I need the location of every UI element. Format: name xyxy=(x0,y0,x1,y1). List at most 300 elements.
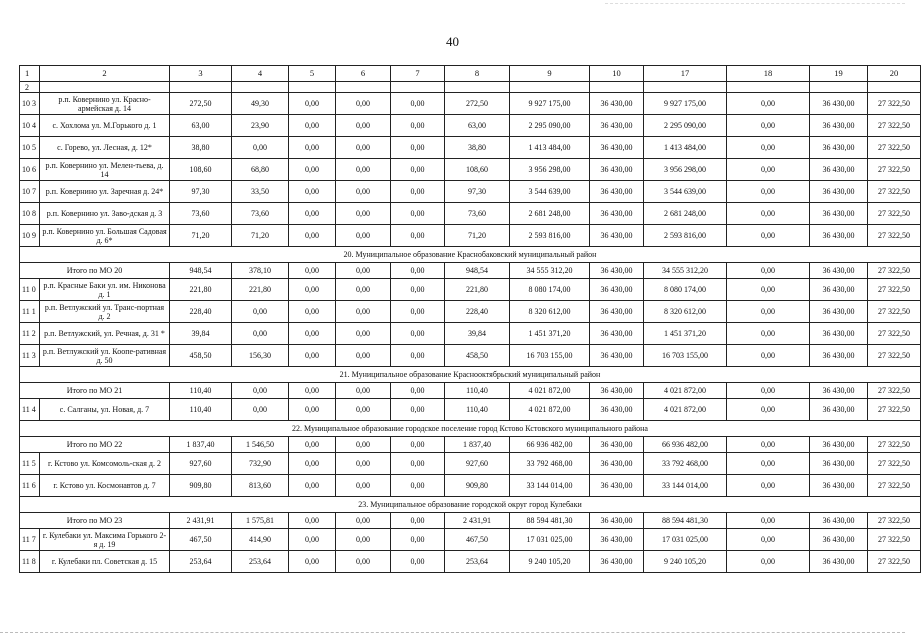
total-value: 0,00 xyxy=(727,263,810,279)
total-label: Итого по МО 21 xyxy=(20,383,170,399)
value-cell: 0,00 xyxy=(391,203,445,225)
value-cell: 27 322,50 xyxy=(868,475,921,497)
value-cell: 0,00 xyxy=(289,529,336,551)
empty-cell xyxy=(644,82,727,93)
value-cell: 0,00 xyxy=(336,345,391,367)
section-title: 22. Муниципальное образование городское поселение город Кстово Кстовского муниципального района xyxy=(20,421,921,437)
value-cell: 33 792 468,00 xyxy=(510,453,590,475)
total-value: 4 021 872,00 xyxy=(644,383,727,399)
value-cell: 39,84 xyxy=(170,323,232,345)
total-value: 0,00 xyxy=(289,383,336,399)
value-cell: 253,64 xyxy=(232,551,289,573)
total-value: 88 594 481,30 xyxy=(510,513,590,529)
row-number: 10 8 xyxy=(20,203,40,225)
value-cell: 0,00 xyxy=(727,453,810,475)
value-cell: 272,50 xyxy=(170,93,232,115)
value-cell: 0,00 xyxy=(336,301,391,323)
value-cell: 0,00 xyxy=(289,475,336,497)
value-cell: 0,00 xyxy=(336,159,391,181)
column-header: 1 xyxy=(20,66,40,82)
total-value: 36 430,00 xyxy=(810,513,868,529)
value-cell: 0,00 xyxy=(727,345,810,367)
address-cell: с. Хохлома ул. М.Горького д. 1 xyxy=(40,115,170,137)
value-cell: 38,80 xyxy=(445,137,510,159)
column-header: 8 xyxy=(445,66,510,82)
value-cell: 0,00 xyxy=(391,137,445,159)
value-cell: 1 413 484,00 xyxy=(510,137,590,159)
section-row xyxy=(20,497,921,513)
row-number: 11 3 xyxy=(20,345,40,367)
value-cell: 0,00 xyxy=(727,301,810,323)
value-cell: 0,00 xyxy=(727,529,810,551)
value-cell: 36 430,00 xyxy=(590,93,644,115)
total-value: 34 555 312,20 xyxy=(644,263,727,279)
value-cell: 0,00 xyxy=(336,137,391,159)
total-value: 0,00 xyxy=(336,383,391,399)
value-cell: 0,00 xyxy=(727,115,810,137)
value-cell: 0,00 xyxy=(289,93,336,115)
value-cell: 0,00 xyxy=(232,399,289,421)
column-header: 4 xyxy=(232,66,289,82)
value-cell: 0,00 xyxy=(391,529,445,551)
value-cell: 27 322,50 xyxy=(868,345,921,367)
total-value: 4 021 872,00 xyxy=(510,383,590,399)
value-cell: 0,00 xyxy=(289,279,336,301)
value-cell: 63,00 xyxy=(445,115,510,137)
value-cell: 0,00 xyxy=(336,181,391,203)
value-cell: 27 322,50 xyxy=(868,279,921,301)
register-table xyxy=(19,65,921,573)
total-value: 0,00 xyxy=(727,437,810,453)
column-header: 17 xyxy=(644,66,727,82)
value-cell: 36 430,00 xyxy=(810,159,868,181)
value-cell: 0,00 xyxy=(289,159,336,181)
value-cell: 156,30 xyxy=(232,345,289,367)
value-cell: 0,00 xyxy=(232,301,289,323)
table-row xyxy=(20,203,921,225)
value-cell: 27 322,50 xyxy=(868,301,921,323)
address-cell: р.п. Ковернино ул. Красно-армейская д. 14 xyxy=(40,93,170,115)
total-label: Итого по МО 22 xyxy=(20,437,170,453)
address-cell: г. Кулебаки ул. Максима Горького 2-я д. 19 xyxy=(40,529,170,551)
value-cell: 36 430,00 xyxy=(590,551,644,573)
value-cell: 39,84 xyxy=(445,323,510,345)
empty-cell xyxy=(232,82,289,93)
value-cell: 0,00 xyxy=(336,93,391,115)
value-cell: 0,00 xyxy=(232,137,289,159)
total-value: 0,00 xyxy=(391,513,445,529)
value-cell: 253,64 xyxy=(170,551,232,573)
section-row xyxy=(20,367,921,383)
total-value: 0,00 xyxy=(289,437,336,453)
value-cell: 3 956 298,00 xyxy=(644,159,727,181)
value-cell: 108,60 xyxy=(445,159,510,181)
column-header: 9 xyxy=(510,66,590,82)
value-cell: 9 927 175,00 xyxy=(644,93,727,115)
value-cell: 9 240 105,20 xyxy=(510,551,590,573)
address-cell: г. Кстово ул. Комсомоль-ская д. 2 xyxy=(40,453,170,475)
value-cell: 36 430,00 xyxy=(590,399,644,421)
section-title: 21. Муниципальное образование Краснооктябрьский муниципальный район xyxy=(20,367,921,383)
value-cell: 0,00 xyxy=(727,279,810,301)
value-cell: 36 430,00 xyxy=(810,323,868,345)
value-cell: 0,00 xyxy=(391,93,445,115)
value-cell: 0,00 xyxy=(289,181,336,203)
table-row xyxy=(20,551,921,573)
value-cell: 0,00 xyxy=(727,181,810,203)
value-cell: 4 021 872,00 xyxy=(644,399,727,421)
row-number: 11 5 xyxy=(20,453,40,475)
value-cell: 27 322,50 xyxy=(868,453,921,475)
value-cell: 0,00 xyxy=(336,399,391,421)
table-row xyxy=(20,399,921,421)
column-header: 19 xyxy=(810,66,868,82)
empty-cell xyxy=(40,82,170,93)
table-row xyxy=(20,345,921,367)
value-cell: 0,00 xyxy=(391,551,445,573)
value-cell: 1 413 484,00 xyxy=(644,137,727,159)
header-row xyxy=(20,66,921,82)
value-cell: 2 681 248,00 xyxy=(644,203,727,225)
empty-cell xyxy=(445,82,510,93)
total-value: 0,00 xyxy=(289,263,336,279)
row-number: 10 7 xyxy=(20,181,40,203)
value-cell: 2 593 816,00 xyxy=(644,225,727,247)
total-row xyxy=(20,437,921,453)
row-number: 11 6 xyxy=(20,475,40,497)
row-number: 11 2 xyxy=(20,323,40,345)
blank-row-label: 2 xyxy=(20,82,40,93)
value-cell: 36 430,00 xyxy=(810,399,868,421)
table-body xyxy=(20,66,921,573)
value-cell: 27 322,50 xyxy=(868,529,921,551)
value-cell: 27 322,50 xyxy=(868,399,921,421)
total-value: 948,54 xyxy=(445,263,510,279)
value-cell: 0,00 xyxy=(232,323,289,345)
row-number: 10 4 xyxy=(20,115,40,137)
scan-edge-line xyxy=(605,3,905,4)
column-header: 2 xyxy=(40,66,170,82)
value-cell: 0,00 xyxy=(289,225,336,247)
column-header: 6 xyxy=(336,66,391,82)
value-cell: 0,00 xyxy=(336,529,391,551)
section-row xyxy=(20,421,921,437)
address-cell: г. Кстово ул. Космонавтов д. 7 xyxy=(40,475,170,497)
value-cell: 36 430,00 xyxy=(810,279,868,301)
address-cell: р.п. Красные Баки ул. им. Никонова д. 1 xyxy=(40,279,170,301)
value-cell: 0,00 xyxy=(289,323,336,345)
value-cell: 108,60 xyxy=(170,159,232,181)
total-row xyxy=(20,513,921,529)
scan-bottom-line xyxy=(0,632,905,633)
total-value: 36 430,00 xyxy=(810,263,868,279)
value-cell: 272,50 xyxy=(445,93,510,115)
value-cell: 8 320 612,00 xyxy=(510,301,590,323)
value-cell: 3 544 639,00 xyxy=(644,181,727,203)
value-cell: 0,00 xyxy=(336,203,391,225)
value-cell: 2 295 090,00 xyxy=(510,115,590,137)
total-value: 2 431,91 xyxy=(445,513,510,529)
value-cell: 0,00 xyxy=(391,475,445,497)
value-cell: 0,00 xyxy=(391,181,445,203)
empty-cell xyxy=(170,82,232,93)
value-cell: 36 430,00 xyxy=(810,529,868,551)
value-cell: 33 144 014,00 xyxy=(644,475,727,497)
total-value: 1 575,81 xyxy=(232,513,289,529)
total-value: 1 837,40 xyxy=(170,437,232,453)
value-cell: 0,00 xyxy=(727,137,810,159)
value-cell: 71,20 xyxy=(232,225,289,247)
column-header: 7 xyxy=(391,66,445,82)
total-value: 378,10 xyxy=(232,263,289,279)
value-cell: 0,00 xyxy=(336,475,391,497)
address-cell: р.п. Ветлужский, ул. Речная, д. 31 * xyxy=(40,323,170,345)
value-cell: 3 956 298,00 xyxy=(510,159,590,181)
value-cell: 458,50 xyxy=(170,345,232,367)
total-value: 66 936 482,00 xyxy=(510,437,590,453)
value-cell: 36 430,00 xyxy=(590,181,644,203)
value-cell: 71,20 xyxy=(445,225,510,247)
total-value: 34 555 312,20 xyxy=(510,263,590,279)
address-cell: р.п. Ковернино ул. Большая Садовая д. 6* xyxy=(40,225,170,247)
table-row xyxy=(20,115,921,137)
value-cell: 17 031 025,00 xyxy=(510,529,590,551)
value-cell: 73,60 xyxy=(170,203,232,225)
value-cell: 36 430,00 xyxy=(590,453,644,475)
value-cell: 467,50 xyxy=(445,529,510,551)
value-cell: 68,80 xyxy=(232,159,289,181)
value-cell: 0,00 xyxy=(391,225,445,247)
value-cell: 909,80 xyxy=(170,475,232,497)
value-cell: 0,00 xyxy=(391,345,445,367)
value-cell: 4 021 872,00 xyxy=(510,399,590,421)
table-row xyxy=(20,137,921,159)
value-cell: 36 430,00 xyxy=(590,159,644,181)
total-value: 36 430,00 xyxy=(590,437,644,453)
row-number: 10 5 xyxy=(20,137,40,159)
row-number: 11 4 xyxy=(20,399,40,421)
total-value: 27 322,50 xyxy=(868,383,921,399)
row-number: 10 9 xyxy=(20,225,40,247)
value-cell: 36 430,00 xyxy=(810,115,868,137)
empty-cell xyxy=(810,82,868,93)
value-cell: 0,00 xyxy=(727,225,810,247)
total-value: 0,00 xyxy=(232,383,289,399)
value-cell: 17 031 025,00 xyxy=(644,529,727,551)
value-cell: 9 927 175,00 xyxy=(510,93,590,115)
value-cell: 8 080 174,00 xyxy=(644,279,727,301)
value-cell: 0,00 xyxy=(391,399,445,421)
empty-cell xyxy=(868,82,921,93)
address-cell: р.п. Ковернино ул. Мелен-тьева, д. 14 xyxy=(40,159,170,181)
total-value: 27 322,50 xyxy=(868,513,921,529)
value-cell: 27 322,50 xyxy=(868,115,921,137)
value-cell: 0,00 xyxy=(727,475,810,497)
value-cell: 36 430,00 xyxy=(590,137,644,159)
value-cell: 0,00 xyxy=(336,323,391,345)
value-cell: 9 240 105,20 xyxy=(644,551,727,573)
value-cell: 16 703 155,00 xyxy=(510,345,590,367)
value-cell: 27 322,50 xyxy=(868,181,921,203)
table-row xyxy=(20,453,921,475)
address-cell: с. Горево, ул. Лесная, д. 12* xyxy=(40,137,170,159)
value-cell: 813,60 xyxy=(232,475,289,497)
value-cell: 97,30 xyxy=(170,181,232,203)
address-cell: г. Кулебаки пл. Советская д. 15 xyxy=(40,551,170,573)
total-value: 948,54 xyxy=(170,263,232,279)
value-cell: 927,60 xyxy=(170,453,232,475)
table-row xyxy=(20,181,921,203)
total-value: 0,00 xyxy=(289,513,336,529)
value-cell: 73,60 xyxy=(445,203,510,225)
empty-cell xyxy=(289,82,336,93)
total-label: Итого по МО 23 xyxy=(20,513,170,529)
total-value: 0,00 xyxy=(727,383,810,399)
value-cell: 36 430,00 xyxy=(590,323,644,345)
value-cell: 0,00 xyxy=(289,399,336,421)
value-cell: 110,40 xyxy=(445,399,510,421)
value-cell: 0,00 xyxy=(727,323,810,345)
value-cell: 36 430,00 xyxy=(810,453,868,475)
value-cell: 36 430,00 xyxy=(590,203,644,225)
blank-row xyxy=(20,82,921,93)
table-row xyxy=(20,301,921,323)
value-cell: 71,20 xyxy=(170,225,232,247)
value-cell: 33 144 014,00 xyxy=(510,475,590,497)
column-header: 10 xyxy=(590,66,644,82)
value-cell: 73,60 xyxy=(232,203,289,225)
total-value: 0,00 xyxy=(336,437,391,453)
total-value: 1 837,40 xyxy=(445,437,510,453)
value-cell: 0,00 xyxy=(391,323,445,345)
value-cell: 36 430,00 xyxy=(810,551,868,573)
total-value: 1 546,50 xyxy=(232,437,289,453)
address-cell: р.п. Ветлужский ул. Коопе-ративная д. 50 xyxy=(40,345,170,367)
address-cell: с. Салганы, ул. Новая, д. 7 xyxy=(40,399,170,421)
value-cell: 0,00 xyxy=(336,551,391,573)
value-cell: 36 430,00 xyxy=(810,475,868,497)
value-cell: 63,00 xyxy=(170,115,232,137)
total-value: 0,00 xyxy=(391,263,445,279)
value-cell: 2 681 248,00 xyxy=(510,203,590,225)
total-value: 2 431,91 xyxy=(170,513,232,529)
value-cell: 2 593 816,00 xyxy=(510,225,590,247)
section-title: 23. Муниципальное образование городской округ город Кулебаки xyxy=(20,497,921,513)
value-cell: 458,50 xyxy=(445,345,510,367)
value-cell: 221,80 xyxy=(170,279,232,301)
value-cell: 467,50 xyxy=(170,529,232,551)
value-cell: 0,00 xyxy=(289,115,336,137)
value-cell: 36 430,00 xyxy=(590,529,644,551)
value-cell: 33 792 468,00 xyxy=(644,453,727,475)
value-cell: 0,00 xyxy=(391,279,445,301)
table-row xyxy=(20,93,921,115)
total-row xyxy=(20,383,921,399)
total-value: 0,00 xyxy=(391,383,445,399)
value-cell: 36 430,00 xyxy=(590,115,644,137)
value-cell: 0,00 xyxy=(727,203,810,225)
section-title: 20. Муниципальное образование Краснобаковский муниципальный район xyxy=(20,247,921,263)
value-cell: 0,00 xyxy=(391,453,445,475)
value-cell: 36 430,00 xyxy=(810,93,868,115)
row-number: 10 6 xyxy=(20,159,40,181)
value-cell: 36 430,00 xyxy=(810,225,868,247)
total-value: 36 430,00 xyxy=(590,383,644,399)
value-cell: 36 430,00 xyxy=(590,475,644,497)
value-cell: 0,00 xyxy=(727,159,810,181)
table-row xyxy=(20,529,921,551)
value-cell: 110,40 xyxy=(170,399,232,421)
value-cell: 38,80 xyxy=(170,137,232,159)
page-number: 40 xyxy=(446,34,459,49)
value-cell: 1 451 371,20 xyxy=(510,323,590,345)
row-number: 11 1 xyxy=(20,301,40,323)
total-label: Итого по МО 20 xyxy=(20,263,170,279)
value-cell: 414,90 xyxy=(232,529,289,551)
value-cell: 36 430,00 xyxy=(590,279,644,301)
total-row xyxy=(20,263,921,279)
table-row xyxy=(20,225,921,247)
table-row xyxy=(20,279,921,301)
total-value: 0,00 xyxy=(391,437,445,453)
value-cell: 97,30 xyxy=(445,181,510,203)
value-cell: 0,00 xyxy=(336,279,391,301)
total-value: 0,00 xyxy=(727,513,810,529)
value-cell: 927,60 xyxy=(445,453,510,475)
value-cell: 27 322,50 xyxy=(868,137,921,159)
table-row xyxy=(20,159,921,181)
value-cell: 228,40 xyxy=(445,301,510,323)
row-number: 11 0 xyxy=(20,279,40,301)
value-cell: 27 322,50 xyxy=(868,551,921,573)
value-cell: 0,00 xyxy=(289,551,336,573)
empty-cell xyxy=(391,82,445,93)
value-cell: 36 430,00 xyxy=(810,137,868,159)
value-cell: 0,00 xyxy=(727,399,810,421)
table-row xyxy=(20,323,921,345)
total-value: 36 430,00 xyxy=(810,383,868,399)
value-cell: 23,90 xyxy=(232,115,289,137)
value-cell: 36 430,00 xyxy=(810,181,868,203)
value-cell: 27 322,50 xyxy=(868,225,921,247)
address-cell: р.п. Ковернино ул. Заво-дская д. 3 xyxy=(40,203,170,225)
row-number: 11 8 xyxy=(20,551,40,573)
value-cell: 36 430,00 xyxy=(590,345,644,367)
value-cell: 732,90 xyxy=(232,453,289,475)
value-cell: 0,00 xyxy=(336,225,391,247)
total-value: 27 322,50 xyxy=(868,263,921,279)
value-cell: 909,80 xyxy=(445,475,510,497)
total-value: 88 594 481,30 xyxy=(644,513,727,529)
total-value: 0,00 xyxy=(336,513,391,529)
address-cell: р.п. Ковернино ул. Заречная д. 24* xyxy=(40,181,170,203)
empty-cell xyxy=(510,82,590,93)
value-cell: 8 320 612,00 xyxy=(644,301,727,323)
value-cell: 0,00 xyxy=(289,453,336,475)
value-cell: 0,00 xyxy=(289,137,336,159)
total-value: 36 430,00 xyxy=(810,437,868,453)
value-cell: 33,50 xyxy=(232,181,289,203)
empty-cell xyxy=(727,82,810,93)
column-header: 3 xyxy=(170,66,232,82)
total-value: 36 430,00 xyxy=(590,263,644,279)
column-header: 18 xyxy=(727,66,810,82)
value-cell: 27 322,50 xyxy=(868,159,921,181)
value-cell: 0,00 xyxy=(391,115,445,137)
value-cell: 36 430,00 xyxy=(810,345,868,367)
value-cell: 27 322,50 xyxy=(868,323,921,345)
value-cell: 0,00 xyxy=(727,551,810,573)
